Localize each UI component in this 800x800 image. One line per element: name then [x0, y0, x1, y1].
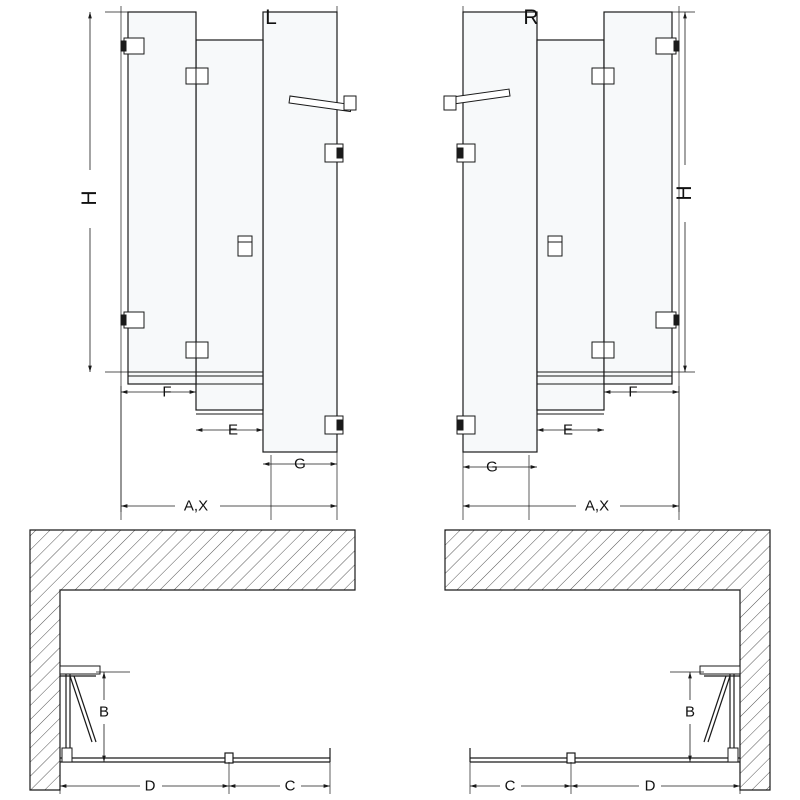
- dimension-label-height-l: H: [78, 190, 101, 206]
- dimension-label-panel-g-r: G: [486, 458, 498, 476]
- plan-view-right: [445, 530, 770, 794]
- glass-panel-g-left: [263, 12, 337, 452]
- dimension-label-width-r: A,X: [584, 497, 610, 515]
- dimension-label-plan-d-r: D: [644, 777, 656, 795]
- glass-panel-g-right: [463, 12, 537, 452]
- dimension-label-plan-c-l: C: [284, 777, 296, 795]
- dimension-label-height-r: H: [673, 185, 696, 201]
- front-elevation-left: [90, 6, 356, 520]
- door-knob-right: [548, 236, 562, 256]
- door-knob-left: [238, 236, 252, 256]
- dimension-label-width-l: A,X: [183, 497, 209, 515]
- dimension-label-plan-c-r: C: [504, 777, 516, 795]
- dimension-label-panel-e-r: E: [562, 421, 574, 439]
- plan-view-left: [30, 530, 355, 794]
- dimension-label-plan-d-l: D: [144, 777, 156, 795]
- dimension-label-panel-f-r: F: [628, 383, 638, 401]
- dimension-label-panel-e-l: E: [227, 421, 239, 439]
- wall-hatch-right: [445, 530, 770, 790]
- wall-hatch-left: [30, 530, 355, 790]
- dimension-label-depth-r: B: [684, 703, 696, 721]
- dimension-label-depth-l: B: [98, 703, 110, 721]
- front-elevation-right: [444, 6, 695, 520]
- dimension-label-panel-g-l: G: [294, 455, 306, 473]
- dimension-label-title-r: R: [523, 6, 539, 29]
- dimension-label-title-l: L: [265, 6, 277, 29]
- dimension-label-panel-f-l: F: [162, 383, 172, 401]
